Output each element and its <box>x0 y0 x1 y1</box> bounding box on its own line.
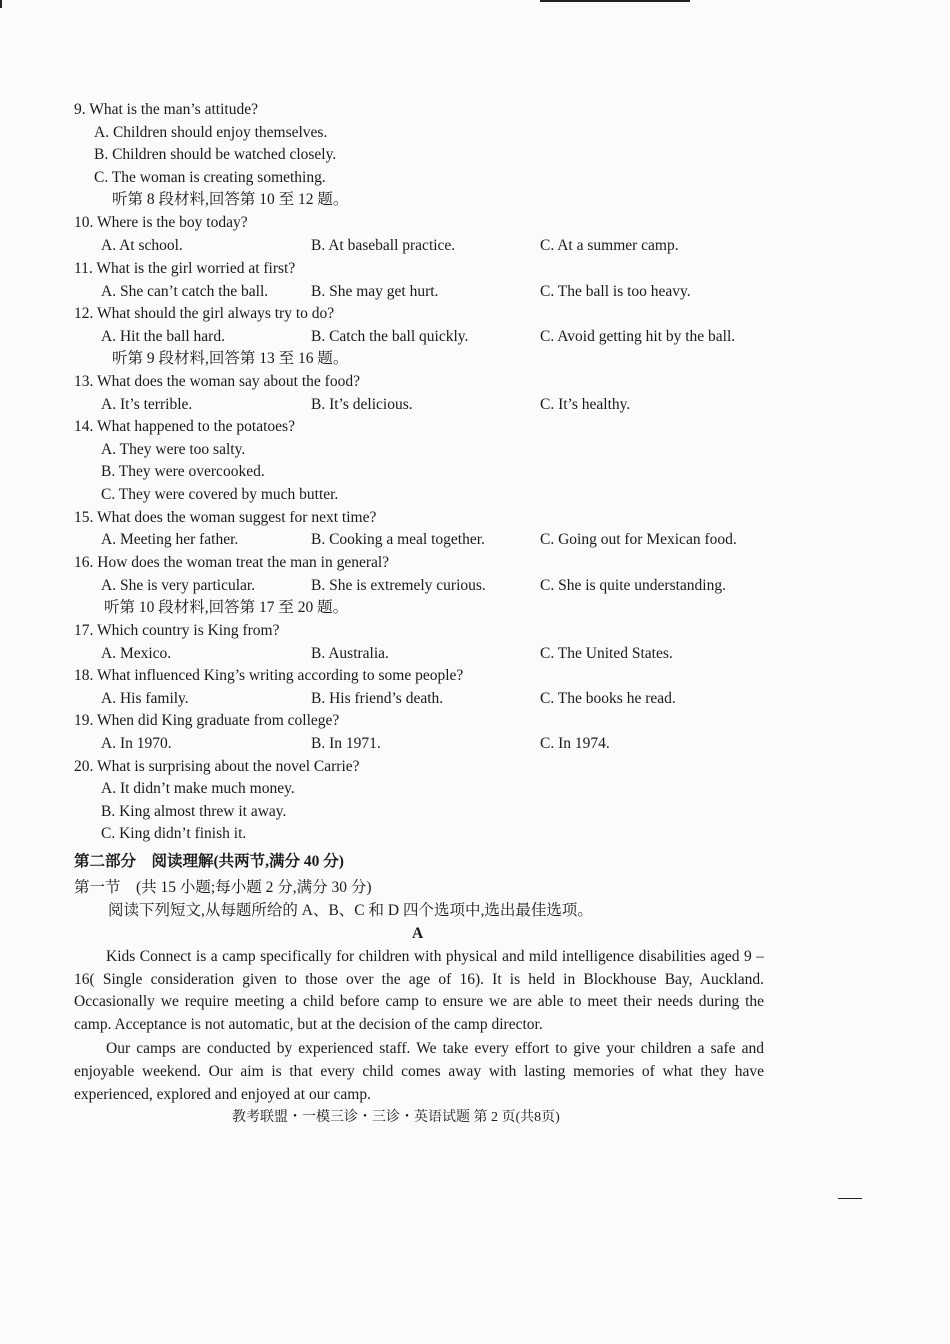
option-b: B. Cooking a meal together. <box>311 531 485 548</box>
passage-paragraph: Our camps are conducted by experienced staff. We take every effort to give your children a safe and enjoyable weekend. Our aim is that every child comes away with lasting memories of what they have experienced, explored and enjoyed at our camp. <box>74 1040 764 1103</box>
question-stem: 12. What should the girl always try to do? <box>74 305 335 322</box>
option-c: C. King didn’t finish it. <box>101 825 247 842</box>
question-stem: 13. What does the woman say about the food? <box>74 373 360 390</box>
reading-directions: 阅读下列短文,从每题所给的 A、B、C 和 D 四个选项中,选出最佳选项。 <box>108 902 593 919</box>
option-c: C. The United States. <box>540 645 673 662</box>
option-row <box>0 643 950 665</box>
option-a: A. In 1970. <box>101 735 172 752</box>
listening-instruction-8: 听第 8 段材料,回答第 10 至 12 题。 <box>112 191 349 208</box>
option-a: A. Hit the ball hard. <box>101 328 225 345</box>
option-b: B. Children should be watched closely. <box>94 146 337 163</box>
option-b: B. It’s delicious. <box>311 396 413 413</box>
question-stem: 9. What is the man’s attitude? <box>74 101 258 118</box>
question-stem: 20. What is surprising about the novel Carrie? <box>74 758 360 775</box>
option-a: A. It’s terrible. <box>101 396 193 413</box>
option-c: C. They were covered by much butter. <box>101 486 339 503</box>
option-a: A. It didn’t make much money. <box>101 780 295 797</box>
option-c: C. In 1974. <box>540 735 610 752</box>
option-c: C. She is quite understanding. <box>540 577 726 594</box>
option-b: B. Catch the ball quickly. <box>311 328 469 345</box>
option-b: B. They were overcooked. <box>101 463 265 480</box>
option-a: A. Meeting her father. <box>101 531 239 548</box>
listening-instruction-9: 听第 9 段材料,回答第 13 至 16 题。 <box>112 350 349 367</box>
question-stem: 16. How does the woman treat the man in general? <box>74 554 390 571</box>
option-row <box>0 394 950 416</box>
option-c: C. The ball is too heavy. <box>540 283 691 300</box>
option-c: C. It’s healthy. <box>540 396 631 413</box>
option-row <box>0 235 950 257</box>
option-a: A. She is very particular. <box>101 577 256 594</box>
option-a: A. Children should enjoy themselves. <box>94 124 328 141</box>
option-a: A. At school. <box>101 237 183 254</box>
scan-mark-left <box>0 0 2 8</box>
option-a: A. His family. <box>101 690 189 707</box>
option-b: B. King almost threw it away. <box>101 803 287 820</box>
option-row <box>0 575 950 597</box>
option-row <box>0 281 950 303</box>
part-heading: 第二部分 阅读理解(共两节,满分 40 分) <box>74 853 344 870</box>
option-b: B. In 1971. <box>311 735 381 752</box>
question-stem: 10. Where is the boy today? <box>74 214 248 231</box>
scan-mark-bottom-right <box>838 1198 862 1199</box>
question-stem: 17. Which country is King from? <box>74 622 280 639</box>
question-stem: 18. What influenced King’s writing according to some people? <box>74 667 464 684</box>
option-c: C. Avoid getting hit by the ball. <box>540 328 736 345</box>
option-b: B. She may get hurt. <box>311 283 439 300</box>
option-a: A. She can’t catch the ball. <box>101 283 269 300</box>
question-stem: 14. What happened to the potatoes? <box>74 418 295 435</box>
passage-letter: A <box>412 925 424 942</box>
option-b: B. Australia. <box>311 645 389 662</box>
option-b: B. His friend’s death. <box>311 690 444 707</box>
question-stem: 11. What is the girl worried at first? <box>74 260 296 277</box>
option-row <box>0 733 950 755</box>
passage-paragraph: Kids Connect is a camp specifically for children with physical and mild intelligence disabilities aged 9 – 16( Single consideration given to those over the age of 16). It is held in Blockhouse Bay, Auckland. Occasionally we require meeting a child before camp to ensure we are able to meet their needs during the camp. Acceptance is not automatic, but at the decision of the camp director. <box>74 948 764 1033</box>
listening-instruction-10: 听第 10 段材料,回答第 17 至 20 题。 <box>104 599 349 616</box>
question-stem: 19. When did King graduate from college? <box>74 712 340 729</box>
option-b: B. At baseball practice. <box>311 237 456 254</box>
option-c: C. The books he read. <box>540 690 676 707</box>
option-row <box>0 688 950 710</box>
option-c: C. The woman is creating something. <box>94 169 326 186</box>
question-stem: 15. What does the woman suggest for next time? <box>74 509 377 526</box>
option-row <box>0 529 950 551</box>
option-b: B. She is extremely curious. <box>311 577 486 594</box>
page-footer: 教考联盟・一模三诊・三诊・英语试题 第 2 页(共8页) <box>232 1110 560 1125</box>
option-a: A. They were too salty. <box>101 441 246 458</box>
option-row <box>0 326 950 348</box>
question-9 <box>0 99 950 121</box>
scan-mark-top <box>540 0 690 2</box>
option-c: C. At a summer camp. <box>540 237 679 254</box>
section-heading: 第一节 (共 15 小题;每小题 2 分,满分 30 分) <box>74 879 372 896</box>
passage-a <box>74 946 764 1106</box>
option-a: A. Mexico. <box>101 645 172 662</box>
option-c: C. Going out for Mexican food. <box>540 531 737 548</box>
